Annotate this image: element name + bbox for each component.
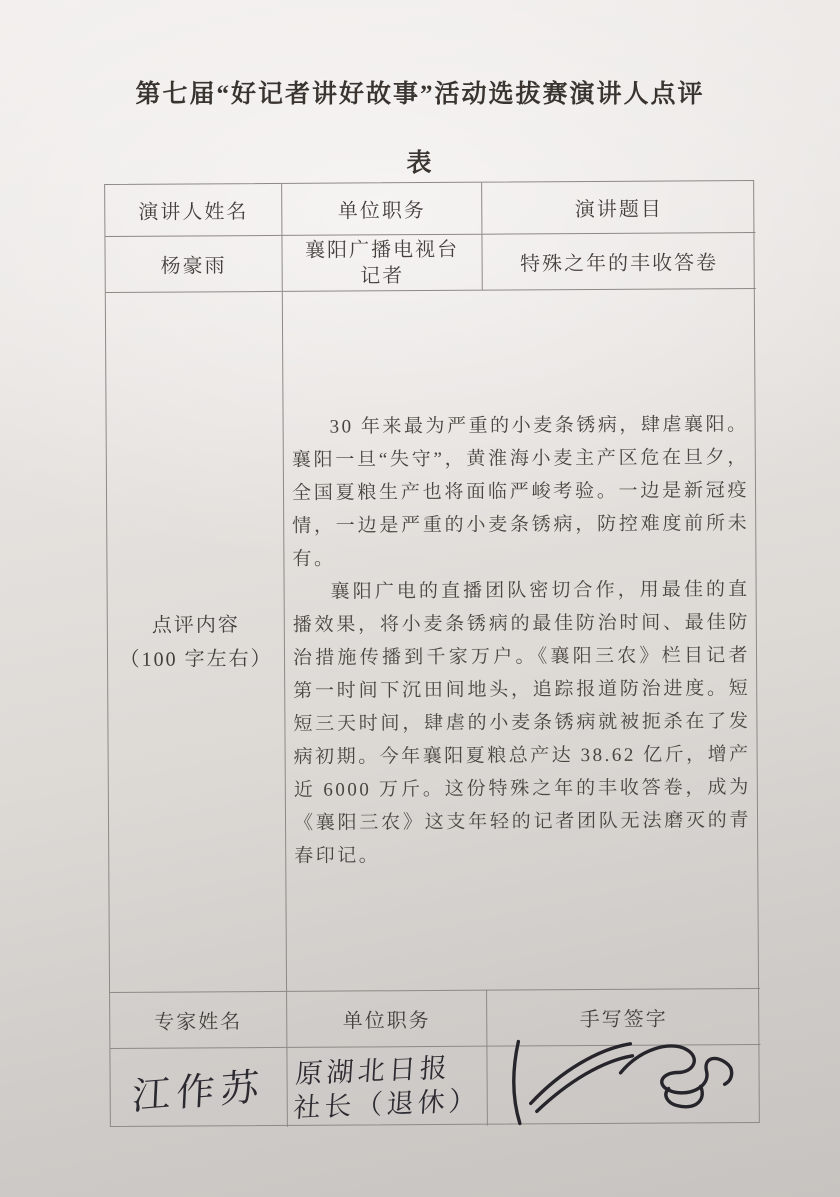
signature-stroke-diagonal1 [530, 1043, 630, 1103]
expert-unit-handwriting-line1: 原湖北日报 [294, 1052, 452, 1089]
expert-unit-handwriting [292, 1049, 483, 1125]
document-title-line1: 第七届“好记者讲好故事”活动选拔赛演讲人点评 [135, 81, 705, 108]
header-speaker-unit: 单位职务 [281, 183, 481, 235]
header-expert-name: 专家姓名 [110, 991, 286, 1048]
header-speech-topic: 演讲题目 [481, 181, 755, 234]
document-title [0, 74, 840, 179]
expert-unit-handwriting-line2: 社长（退休） [291, 1084, 481, 1123]
speaker-unit-line1: 襄阳广播电视台 [304, 238, 460, 262]
header-speaker-name: 演讲人姓名 [138, 201, 249, 224]
expert-name-handwritten-cell [110, 1047, 286, 1128]
speaker-name-value: 杨豪雨 [105, 235, 281, 292]
comment-label-cell [106, 291, 286, 992]
expert-name-handwriting: 江作苏 [131, 1066, 266, 1119]
comment-paragraph-2: 襄阳广电的直播团队密切合作，用最佳的直播效果，将小麦条锈病的最佳防治时间、最佳防治措施传播到千家万户。《襄阳三农》栏目记者第一时间下沉田间地头，追踪报道防治进度。短短三天时间，肆虐的小麦条锈病就被扼杀在了发病初期。今年襄阳夏粮总产达 38.62 亿斤，增产近 6000 万斤。这份特殊之年的丰收答卷，成为《襄阳三农》这支年轻的记者团队无法磨灭的青春印记。 [292, 578, 752, 867]
signature-stroke-vertical [513, 1041, 519, 1123]
handwritten-signature [498, 1030, 751, 1132]
header-expert-unit: 单位职务 [286, 990, 486, 1047]
signature-stroke-loops [620, 1045, 731, 1093]
evaluation-table [104, 180, 760, 1127]
expert-unit-handwritten-cell [286, 1046, 486, 1127]
speaker-unit-line2: 记者 [360, 264, 405, 287]
comment-body-cell [282, 288, 760, 991]
comment-label-line1: 点评内容 [151, 613, 240, 637]
speech-topic-value: 特殊之年的丰收答卷 [481, 232, 755, 290]
comment-paragraph-1: 30 年来最为严重的小麦条锈病，肆虐襄阳。襄阳一旦“失守”，黄淮海小麦主产区危在旦夕，全国夏粮生产也将面临严峻考验。一边是新冠疫情，一边是严重的小麦条锈病，防控难度前所未有。 [291, 413, 750, 570]
header-handwritten-signature: 手写签字 [486, 988, 760, 1046]
signature-cell [486, 1044, 760, 1126]
document-title-line2: 表 [406, 150, 434, 177]
speaker-unit-value [281, 234, 481, 291]
comment-label-line2: （100 字左右） [119, 647, 273, 671]
